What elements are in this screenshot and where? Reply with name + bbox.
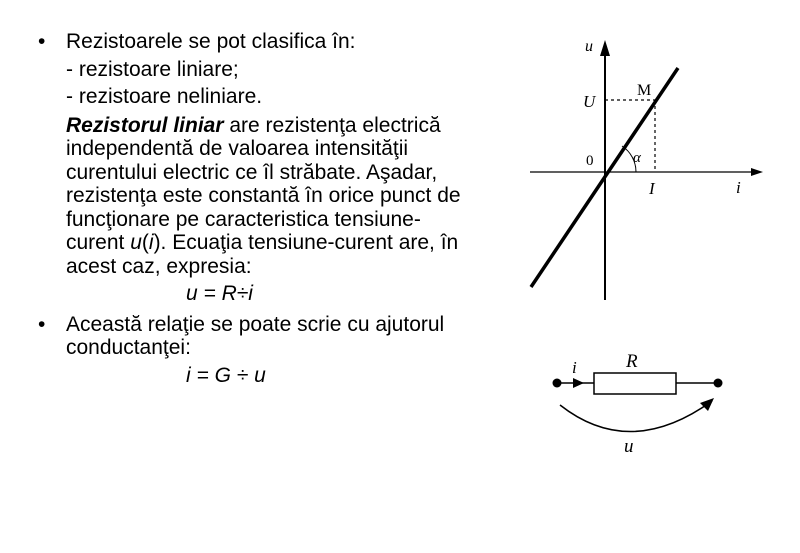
iv-characteristic-graph [530,38,763,300]
label-M: M [637,82,652,99]
bullet-marker: • [38,312,46,336]
resistor-circuit [553,351,723,457]
resistor-body [594,373,676,394]
voltage-arrow [560,401,712,432]
term-linear-resistor: Rezistorul liniar [66,113,224,137]
equation-conductance: i = G ÷ u [186,363,266,387]
label-current-i: i [572,358,577,377]
label-origin: 0 [586,153,594,169]
para-text-b: ). Ecuaţia tensiune-curent are, în acest caz, expresia: [66,231,459,278]
u-axis-arrowhead [600,40,610,56]
voltage-arrowhead [700,398,714,411]
label-i-axis: i [736,178,741,197]
para-var-i: i [148,231,154,254]
equation-ohm: u = R÷i [186,282,253,305]
bullet-1-text: Rezistoarele se pot clasifica în: [66,30,356,53]
list-item-linear: - rezistoare liniare; [66,57,239,81]
i-axis-arrowhead [751,168,763,176]
list-item-nonlinear: - rezistoare neliniare. [66,85,263,108]
label-voltage-u: u [624,436,634,457]
label-alpha: α [633,150,641,166]
label-I: I [649,179,655,198]
current-arrowhead [573,378,584,388]
label-U: U [583,92,596,111]
label-u-axis: u [585,38,593,55]
para-paren: ( [141,231,149,254]
bullet-2-text: Această relaţie se poate scrie cu ajutorul conductanţei: [66,312,445,359]
bullet-marker: • [38,30,46,53]
para-var-u: u [130,231,142,254]
label-resistor-R: R [626,351,638,372]
para-text-a: are rezistenţa electrică independentă de valoarea intensităţii curentului electric ce îl străbate. Aşadar, rezistenţa este constantă în orice punct de funcţionare pe caracteristica tensiune-curent [66,113,461,254]
